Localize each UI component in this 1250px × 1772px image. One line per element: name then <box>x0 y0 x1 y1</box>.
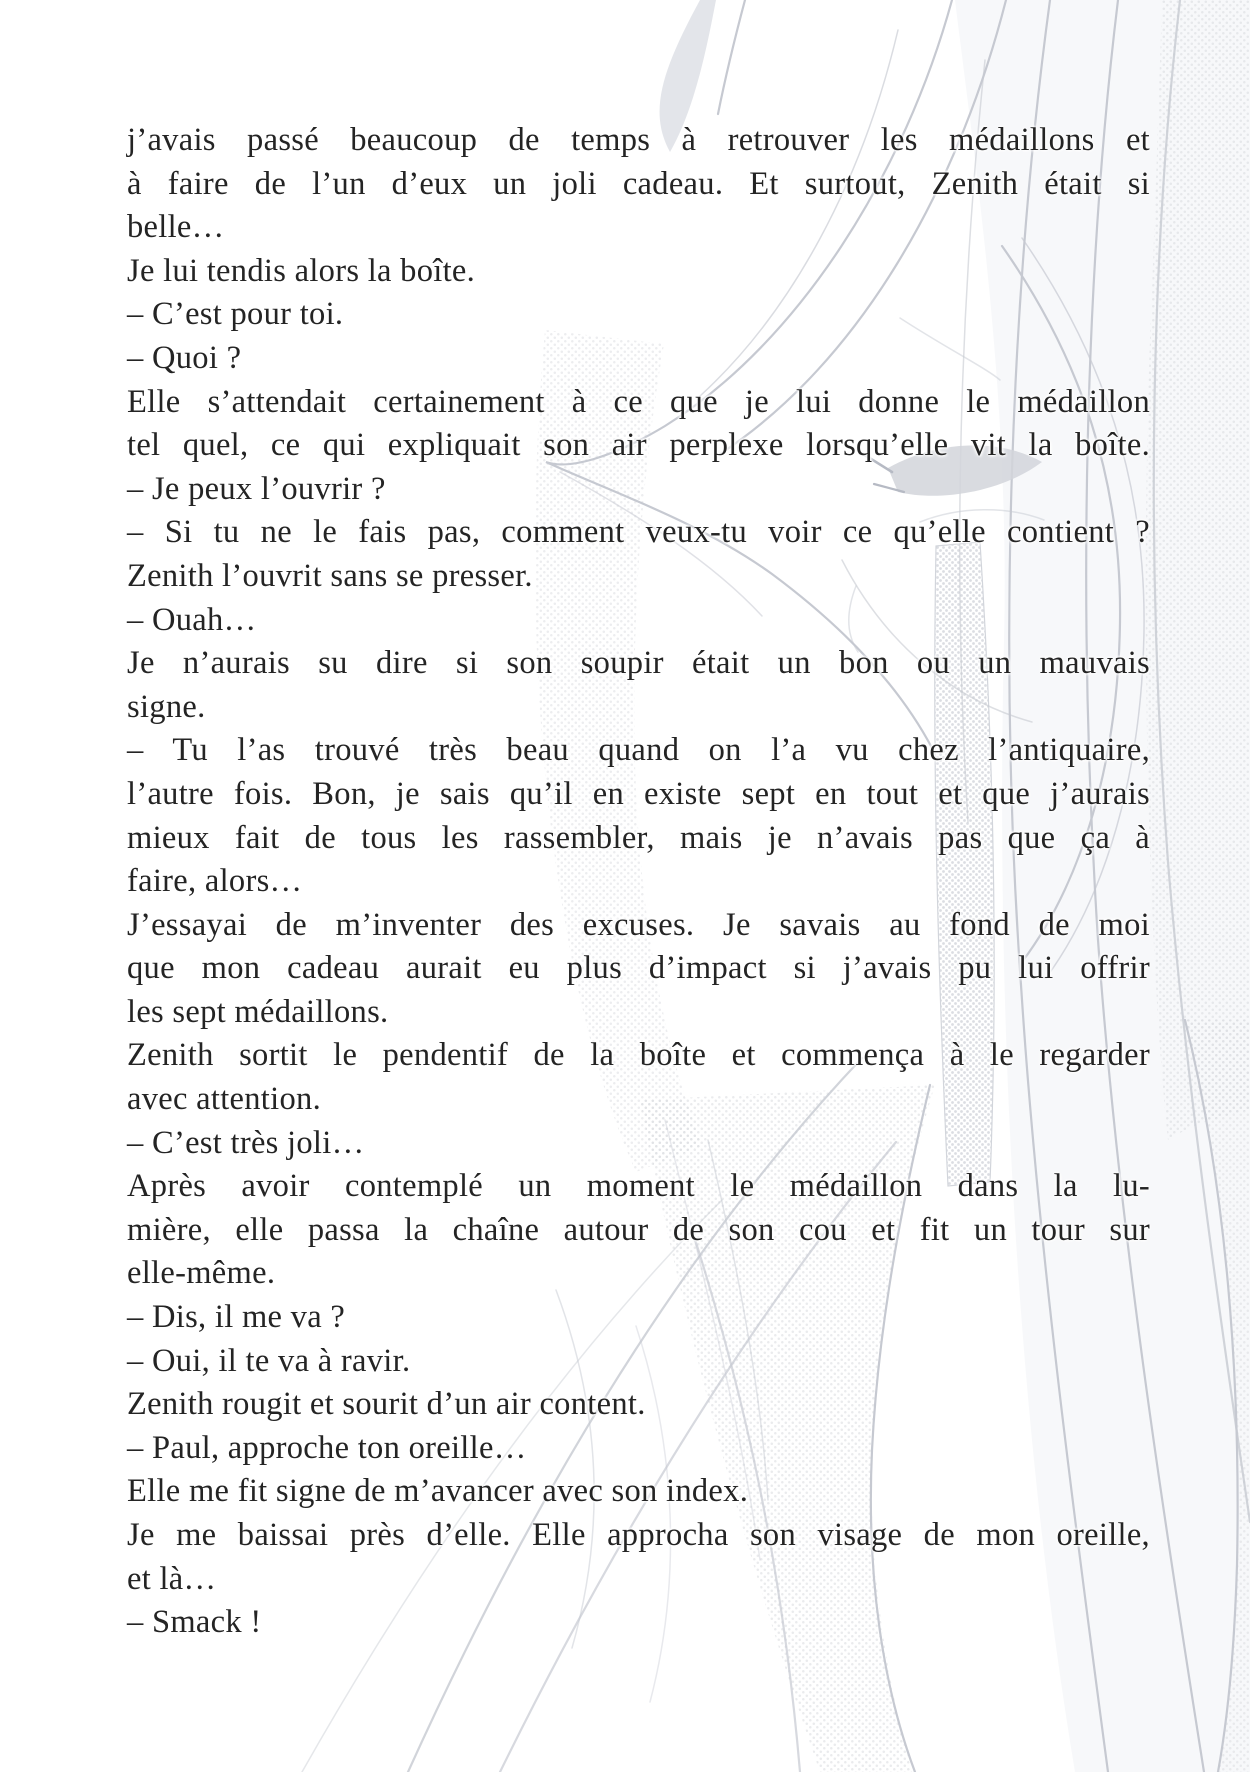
text-line: – Paul, approche ton oreille… <box>127 1429 527 1466</box>
text-line: Je me baissai près d’elle. Elle approcha son visage de mon oreille, <box>127 1517 1150 1553</box>
text-line: l’autre fois. Bon, je sais qu’il en existe sept en tout et que j’aurais <box>127 775 1150 812</box>
text-line: Elle me fit signe de m’avancer avec son index. <box>127 1473 749 1510</box>
text-line: – Ouah… <box>127 601 257 638</box>
text-line: que mon cadeau aurait eu plus d’impact si j’avais pu lui offrir <box>127 950 1150 987</box>
text-line: Après avoir contemplé un moment le médaillon dans la lu- <box>127 1168 1150 1205</box>
text-line: Elle s’attendait certainement à ce que je lui donne le médaillon <box>127 383 1150 420</box>
text-line: et là… <box>127 1560 217 1597</box>
text-line: à faire de l’un d’eux un joli cadeau. Et surtout, Zenith était si <box>127 165 1150 202</box>
text-line: – C’est pour toi. <box>127 296 344 333</box>
text-line: – Smack ! <box>127 1604 262 1641</box>
text-line: – Oui, il te va à ravir. <box>127 1342 411 1379</box>
text-line: avec attention. <box>127 1081 321 1118</box>
text-line: faire, alors… <box>127 863 303 900</box>
text-line: mière, elle passa la chaîne autour de son cou et fit un tour sur <box>127 1211 1150 1248</box>
text-line: signe. <box>127 688 206 725</box>
text-line: belle… <box>127 209 225 246</box>
text-line: mieux fait de tous les rassembler, mais je n’avais pas que ça à <box>127 819 1150 856</box>
text-line: – Si tu ne le fais pas, comment veux-tu voir ce qu’elle contient ? <box>127 514 1150 551</box>
text-line: les sept médaillons. <box>127 993 389 1030</box>
text-line: Zenith rougit et sourit d’un air content. <box>127 1386 646 1423</box>
text-line: – Quoi ? <box>127 339 242 376</box>
text-line: – Je peux l’ouvrir ? <box>127 470 386 507</box>
text-line: J’essayai de m’inventer des excuses. Je savais au fond de moi <box>127 906 1150 943</box>
text-line: elle-même. <box>127 1255 276 1292</box>
body-text <box>127 119 1150 1645</box>
text-line: – Dis, il me va ? <box>127 1299 346 1336</box>
text-line: Zenith l’ouvrit sans se presser. <box>127 557 533 594</box>
text-line: Zenith sortit le pendentif de la boîte et commença à le regarder <box>127 1037 1150 1074</box>
text-line: – Tu l’as trouvé très beau quand on l’a vu chez l’antiquaire, <box>127 732 1150 769</box>
text-line: – C’est très joli… <box>127 1124 365 1161</box>
text-line: j’avais passé beaucoup de temps à retrouver les médaillons et <box>127 122 1150 158</box>
text-line: tel quel, ce qui expliquait son air perplexe lorsqu’elle vit la boîte. <box>127 427 1150 464</box>
text-line: Je n’aurais su dire si son soupir était un bon ou un mauvais <box>127 645 1150 682</box>
text-line: Je lui tendis alors la boîte. <box>127 252 476 289</box>
